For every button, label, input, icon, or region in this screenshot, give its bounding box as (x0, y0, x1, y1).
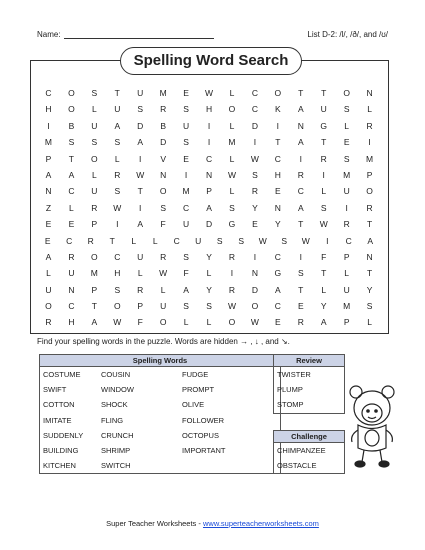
grid-letter: A (91, 317, 98, 328)
grid-letter: R (87, 235, 94, 246)
grid-letter: S (229, 202, 235, 213)
grid-letter: R (91, 202, 98, 213)
spelling-words-row (40, 382, 281, 397)
grid-letter: C (251, 104, 258, 115)
grid-letter: O (251, 301, 259, 312)
grid-letter: O (228, 104, 236, 115)
grid-row (37, 134, 381, 150)
grid-letter: R (297, 169, 304, 180)
grid-letter: K (275, 104, 281, 115)
grid-letter: R (366, 202, 373, 213)
grid-letter: G (320, 120, 328, 131)
grid-row (37, 282, 381, 298)
grid-letter: I (368, 137, 371, 148)
grid-letter: D (137, 120, 144, 131)
spelling-word: SHRIMP (101, 446, 131, 456)
grid-letter: M (228, 137, 236, 148)
grid-letter: R (68, 251, 75, 262)
grid-letter: P (91, 219, 98, 230)
challenge-header: Challenge (274, 431, 344, 443)
grid-letter: S (238, 235, 245, 246)
grid-letter: O (91, 153, 98, 164)
grid-letter: R (366, 120, 373, 131)
grid-letter: R (251, 186, 258, 197)
grid-letter: P (137, 301, 144, 312)
grid-letter: U (137, 88, 144, 98)
grid-letter: L (229, 186, 235, 197)
bear-costume-kid-illustration (346, 380, 398, 470)
spelling-words-row (40, 397, 281, 412)
footer (0, 519, 425, 528)
grid-letter: S (114, 284, 121, 295)
grid-letter: C (183, 202, 190, 213)
grid-letter: S (183, 137, 189, 148)
grid-letter: U (183, 120, 190, 131)
grid-letter: C (274, 251, 281, 262)
name-line[interactable] (64, 30, 214, 39)
grid-letter: I (139, 153, 142, 164)
grid-letter: A (45, 169, 52, 180)
grid-letter: H (45, 104, 52, 115)
footer-text: Super Teacher Worksheets - (106, 519, 203, 528)
grid-letter: W (113, 202, 122, 213)
grid-letter: S (206, 301, 212, 312)
grid-letter: L (344, 268, 350, 279)
grid-letter: C (274, 301, 281, 312)
grid-letter: Y (366, 284, 373, 295)
grid-letter: C (345, 235, 352, 246)
grid-letter: M (90, 268, 98, 279)
grid-letter: Y (206, 251, 212, 262)
spelling-word: COUSIN (101, 370, 131, 380)
grid-letter: E (44, 235, 51, 246)
grid-letter: A (137, 219, 144, 230)
instructions: Find your spelling words in the puzzle. Words are hidden → , ↓ , and ↘. (37, 337, 290, 346)
grid-letter: U (160, 301, 167, 312)
grid-letter: L (46, 268, 51, 279)
grid-letter: C (173, 235, 180, 246)
grid-letter: H (274, 169, 281, 180)
spelling-word: OCTOPUS (179, 428, 281, 443)
grid-letter: C (274, 153, 281, 164)
spelling-words-row (40, 413, 281, 428)
grid-letter: W (319, 219, 328, 230)
grid-letter: M (366, 153, 374, 164)
grid-letter: A (367, 235, 374, 246)
grid-letter: I (207, 137, 211, 148)
grid-letter: L (367, 317, 372, 328)
grid-letter: L (206, 268, 212, 279)
grid-letter: O (68, 104, 75, 115)
grid-letter: T (275, 137, 281, 148)
grid-letter: H (68, 317, 75, 328)
spelling-word: WINDOW (101, 385, 134, 395)
grid-letter: W (250, 317, 259, 328)
grid-letter: L (160, 284, 166, 295)
grid-letter: U (137, 251, 144, 262)
grid-letter: R (160, 251, 167, 262)
grid-letter: S (160, 202, 166, 213)
grid-letter: F (160, 219, 166, 230)
spelling-word: KITCHEN (40, 458, 99, 474)
grid-letter: L (131, 235, 137, 246)
grid-letter: N (366, 88, 373, 98)
grid-letter: E (252, 219, 258, 230)
spelling-word: CRUNCH (101, 430, 134, 440)
grid-letter: D (251, 120, 258, 131)
grid-letter: W (159, 268, 168, 279)
grid-letter: W (113, 317, 122, 328)
grid-letter: H (114, 268, 121, 279)
grid-letter: C (45, 88, 52, 98)
grid-letter: M (159, 88, 167, 98)
grid-letter: I (207, 120, 211, 131)
grid-letter: W (258, 235, 267, 246)
grid-letter: I (345, 202, 348, 213)
spelling-word: IMPORTANT (179, 443, 281, 458)
grid-letter: N (68, 284, 75, 295)
grid-letter: P (91, 284, 98, 295)
grid-letter: U (320, 104, 327, 115)
grid-letter: R (114, 169, 121, 180)
grid-letter: C (205, 153, 213, 164)
grid-letter: T (366, 268, 373, 279)
grid-letter: L (367, 104, 372, 115)
grid-letter: Y (320, 301, 327, 312)
challenge-box (273, 430, 345, 474)
grid-letter: C (68, 186, 75, 197)
grid-letter: A (320, 317, 327, 328)
grid-letter: S (114, 186, 121, 197)
grid-letter: F (183, 268, 189, 279)
grid-letter: N (297, 120, 304, 131)
spelling-words-table (39, 354, 281, 474)
grid-letter: P (206, 186, 212, 197)
spelling-word: IMITATE (40, 413, 99, 428)
grid-letter: W (136, 169, 145, 180)
grid-letter: P (343, 317, 350, 328)
grid-letter: C (66, 235, 73, 246)
grid-letter: L (114, 153, 120, 164)
spelling-words-row (40, 428, 281, 443)
grid-letter: A (206, 202, 212, 213)
grid-letter: I (253, 251, 257, 262)
grid-letter: O (228, 317, 236, 328)
grid-letter: L (91, 104, 97, 115)
grid-letter: A (183, 284, 189, 295)
grid-letter: R (320, 153, 327, 164)
grid-row (37, 151, 381, 167)
grid-letter: N (205, 169, 213, 180)
grid-letter: S (183, 301, 189, 312)
spelling-word: FUDGE (179, 367, 281, 383)
grid-letter: S (320, 202, 327, 213)
grid-letter: W (227, 301, 236, 312)
grid-letter: S (114, 137, 121, 148)
grid-letter: S (68, 137, 75, 148)
grid-letter: P (45, 153, 52, 164)
grid-letter: N (366, 251, 373, 262)
spelling-word: SHOCK (101, 400, 128, 410)
spelling-word: COSTUME (40, 367, 99, 383)
grid-letter: E (275, 186, 281, 197)
grid-letter: U (183, 219, 190, 230)
grid-letter: O (68, 88, 75, 98)
grid-letter: S (252, 169, 258, 180)
grid-letter: O (366, 186, 373, 197)
grid-letter: W (227, 169, 236, 180)
grid-letter: L (152, 235, 158, 246)
grid-letter: I (47, 120, 50, 131)
grid-letter: S (366, 301, 373, 312)
grid-letter: S (183, 251, 189, 262)
grid-letter: G (274, 268, 282, 279)
grid-row (37, 167, 381, 183)
grid-letter: S (91, 88, 98, 98)
grid-letter: O (113, 301, 121, 312)
spelling-word: PROMPT (179, 382, 281, 397)
grid-letter: R (228, 251, 236, 262)
spelling-word: BUILDING (40, 443, 99, 458)
spelling-word: SUDDENLY (40, 428, 99, 443)
grid-letter: L (321, 186, 327, 197)
grid-letter: R (297, 317, 304, 328)
grid-letter: A (114, 120, 121, 131)
grid-row (37, 216, 381, 232)
grid-letter: I (253, 137, 257, 148)
challenge-word: CHIMPANZEE (277, 446, 326, 455)
grid-letter: S (343, 153, 350, 164)
grid-row (37, 233, 381, 249)
grid-letter: A (297, 202, 304, 213)
letter-grid (37, 85, 381, 331)
grid-letter: R (228, 284, 236, 295)
grid-letter: E (183, 88, 189, 98)
grid-letter: I (184, 169, 188, 180)
grid-letter: T (109, 235, 115, 246)
grid-letter: L (69, 202, 74, 213)
grid-letter: U (68, 268, 75, 279)
page-title: Spelling Word Search (120, 47, 302, 75)
spelling-word: FOLLOWER (179, 413, 281, 428)
spelling-word: COTTON (40, 397, 99, 412)
grid-letter: Y (275, 219, 281, 230)
grid-letter: T (298, 284, 304, 295)
grid-letter: T (321, 268, 327, 279)
grid-letter: T (68, 153, 74, 164)
grid-row (37, 249, 381, 265)
grid-letter: U (91, 186, 98, 197)
review-word: TWISTER (277, 370, 311, 379)
grid-letter: C (68, 301, 75, 312)
spelling-words-row (40, 443, 281, 458)
grid-letter: E (275, 317, 281, 328)
name-label: Name: (37, 30, 61, 39)
spelling-words-row (40, 458, 281, 474)
grid-letter: W (205, 88, 214, 98)
grid-letter: M (343, 169, 351, 180)
grid-letter: O (91, 251, 98, 262)
grid-letter: O (159, 186, 167, 197)
grid-letter: U (343, 284, 350, 295)
grid-letter: B (68, 120, 75, 131)
grid-letter: I (116, 219, 119, 230)
grid-letter: I (276, 120, 280, 131)
grid-letter: E (343, 137, 350, 148)
grid-letter: H (205, 104, 213, 115)
grid-letter: T (91, 301, 97, 312)
grid-letter: Y (206, 284, 212, 295)
grid-letter: L (229, 120, 235, 131)
name-field[interactable] (37, 30, 214, 39)
grid-letter: R (137, 284, 144, 295)
grid-letter: O (274, 88, 282, 98)
challenge-word: OBSTACLE (277, 461, 317, 471)
grid-letter: I (230, 268, 234, 279)
grid-letter: T (298, 88, 304, 98)
grid-letter: L (229, 153, 235, 164)
grid-letter: L (91, 169, 97, 180)
grid-letter: I (322, 169, 325, 180)
grid-letter: O (343, 88, 350, 98)
grid-letter: R (45, 317, 52, 328)
grid-letter: U (195, 235, 202, 246)
grid-letter: S (137, 104, 144, 115)
grid-row (37, 118, 381, 134)
grid-letter: A (45, 251, 52, 262)
grid-letter: N (45, 186, 52, 197)
grid-letter: R (160, 104, 167, 115)
grid-letter: R (343, 219, 350, 230)
grid-letter: A (137, 137, 144, 148)
grid-letter: T (321, 137, 327, 148)
grid-letter: N (160, 169, 167, 180)
review-box (273, 354, 345, 414)
grid-letter: F (137, 317, 143, 328)
spelling-word: SWIFT (40, 382, 99, 397)
grid-letter: A (297, 137, 304, 148)
grid-letter: O (45, 301, 52, 312)
grid-letter: U (45, 284, 52, 295)
grid-letter: Z (45, 202, 52, 213)
grid-letter: C (297, 186, 304, 197)
grid-letter: S (183, 104, 189, 115)
grid-letter: W (250, 153, 259, 164)
grid-letter: C (114, 251, 121, 262)
grid-letter: M (343, 301, 351, 312)
grid-letter: V (160, 153, 166, 164)
grid-letter: O (159, 317, 167, 328)
grid-letter: U (343, 186, 350, 197)
review-header: Review (274, 355, 344, 367)
spelling-word: FLING (101, 415, 124, 425)
grid-letter: I (299, 251, 302, 262)
spelling-word: OLIVE (179, 397, 281, 412)
grid-letter: P (366, 169, 373, 180)
grid-row (37, 314, 381, 330)
spelling-word (179, 458, 281, 474)
grid-letter: L (183, 317, 189, 328)
grid-letter: B (160, 120, 166, 131)
grid-letter: L (137, 268, 143, 279)
grid-letter: W (301, 235, 310, 246)
grid-letter: T (137, 186, 143, 197)
grid-letter: A (275, 284, 281, 295)
grid-letter: L (321, 284, 327, 295)
grid-letter: L (344, 120, 350, 131)
grid-row (37, 298, 381, 314)
grid-letter: I (139, 202, 142, 213)
grid-letter: S (343, 104, 350, 115)
spelling-words-row (40, 367, 281, 383)
grid-letter: I (326, 235, 329, 246)
grid-letter: U (91, 120, 98, 131)
grid-letter: S (297, 268, 304, 279)
grid-letter: E (68, 219, 75, 230)
spelling-word: SWITCH (98, 458, 179, 474)
grid-letter: S (216, 235, 223, 246)
grid-letter: L (229, 88, 235, 98)
review-word: PLUMP (277, 385, 303, 395)
grid-letter: M (44, 137, 53, 148)
grid-row (37, 200, 381, 216)
grid-letter: E (45, 219, 52, 230)
grid-letter: E (297, 301, 304, 312)
spelling-words-header: Spelling Words (40, 355, 281, 367)
grid-letter: G (228, 219, 236, 230)
grid-letter: D (205, 219, 213, 230)
grid-letter: N (274, 202, 281, 213)
grid-letter: S (281, 235, 288, 246)
grid-letter: T (366, 219, 373, 230)
grid-letter: A (297, 104, 304, 115)
grid-letter: Y (252, 202, 258, 213)
grid-letter: T (298, 219, 304, 230)
grid-letter: F (321, 251, 327, 262)
list-label: List D-2: /l/, /ð/, and /ʊ/ (307, 30, 388, 39)
grid-letter: U (114, 104, 121, 115)
grid-letter: M (182, 186, 190, 197)
grid-row (37, 85, 381, 101)
grid-letter: P (343, 251, 350, 262)
grid-letter: S (91, 137, 98, 148)
grid-letter: A (68, 169, 75, 180)
grid-letter: T (114, 88, 120, 98)
grid-letter: E (183, 153, 189, 164)
grid-row (37, 101, 381, 117)
grid-letter: D (160, 137, 167, 148)
grid-letter: D (251, 284, 258, 295)
grid-letter: N (251, 268, 258, 279)
grid-letter: I (299, 153, 302, 164)
grid-row (37, 265, 381, 281)
grid-letter: C (251, 88, 258, 98)
grid-row (37, 183, 381, 199)
grid-letter: T (321, 88, 327, 98)
grid-letter: L (206, 317, 212, 328)
footer-link[interactable]: www.superteacherworksheets.com (202, 519, 319, 528)
review-word: STOMP (277, 400, 304, 410)
